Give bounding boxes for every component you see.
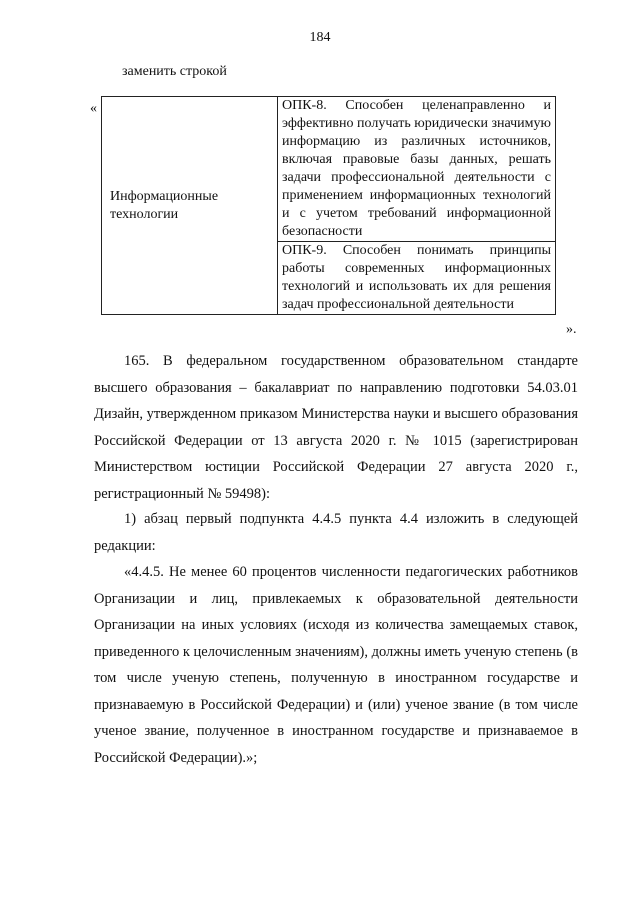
- paragraph-quote: [94, 559, 578, 771]
- paragraph-text: «4.4.5. Не менее 60 процентов численности педагогических работников Организации и лиц, привлекаемых к образовательной деятельности Организации на иных условиях (исходя из количества замещаемых ставок, приведенного к целочисленным значениям), должны иметь ученую степень (в том числе ученую степень, полученную в иностранном государстве и признаваемую в Российской Федерации) и (или) ученое звание (в том числе ученое звание, полученное в иностранном государстве и признаваемое в Российской Федерации).»;: [94, 564, 578, 766]
- competency-table: [101, 96, 556, 315]
- quote-close-mark: ».: [566, 322, 577, 337]
- paragraph-item-1: [94, 506, 578, 559]
- page-number: 184: [309, 30, 331, 45]
- competency-area-cell: Информационные технологии: [102, 97, 278, 315]
- opk9-cell: ОПК-9. Способен понимать принципы работы современных информационных технологий и использовать их для решения задач профессиональной деятельности: [278, 242, 556, 315]
- opk8-cell: ОПК-8. Способен целенаправленно и эффективно получать юридически значимую информацию из различных источников, включая правовые базы данных, решать задачи профессиональной деятельности с применением информационных технологий и с учетом требований информационной безопасности: [278, 97, 556, 242]
- intro-text: заменить строкой: [122, 64, 227, 79]
- paragraph-text: 165. В федеральном государственном образовательном стандарте высшего образования – бакалавриат по направлению подготовки 54.03.01 Дизайн, утвержденном приказом Министерства науки и высшего образования Российской Федерации от 13 августа 2020 г. № 1015 (зарегистрирован Министерством юстиции Российской Федерации 27 августа 2020 г., регистрационный № 59498):: [94, 353, 578, 502]
- paragraph-165: [94, 348, 578, 507]
- paragraph-text: 1) абзац первый подпункта 4.4.5 пункта 4.4 изложить в следующей редакции:: [94, 511, 578, 554]
- table-row: [102, 97, 556, 242]
- quote-open-mark: «: [90, 101, 97, 116]
